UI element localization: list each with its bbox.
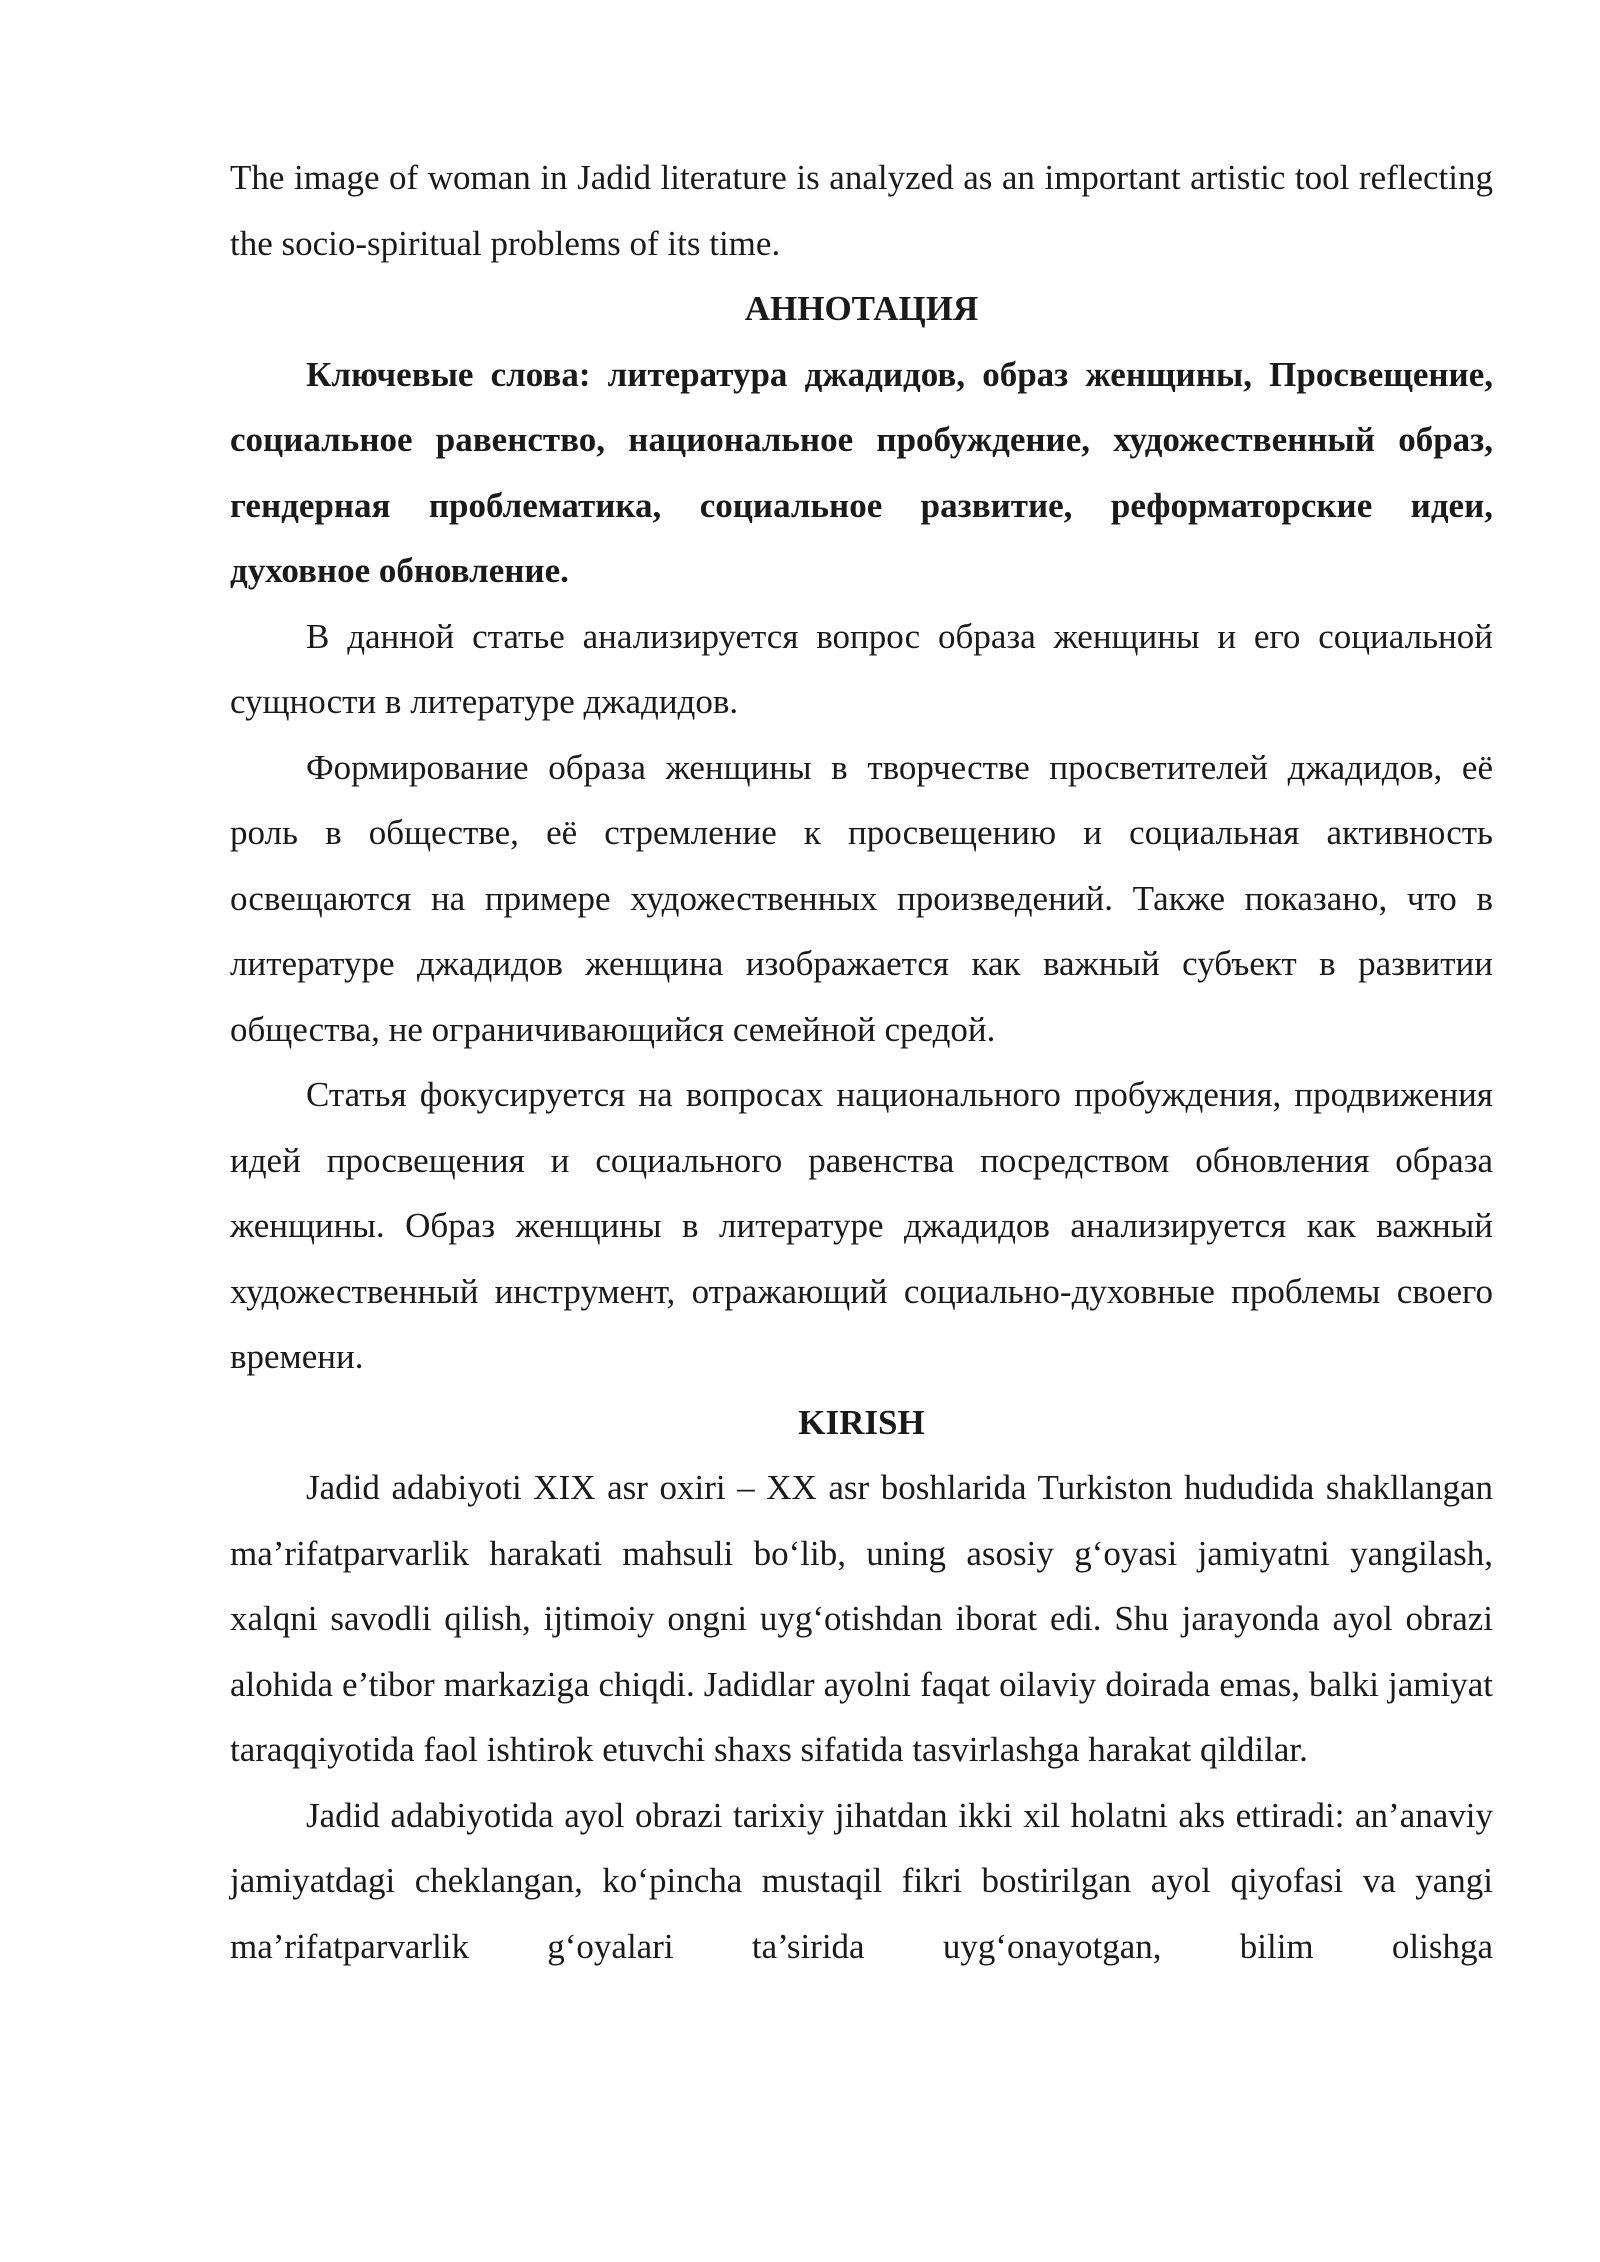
document-page [230, 145, 1493, 1979]
uzbek-paragraph-1: Jadid adabiyoti XIX asr oxiri – XX asr boshlarida Turkiston hududida shakllangan ma’rifatparvarlik harakati mahsuli bo‘lib, uning asosiy g‘oyasi jamiyatni yangilash, xalqni savodli qilish, ijtimoiy ongni uyg‘otishdan iborat edi. Shu jarayonda ayol obrazi alohida e’tibor markaziga chiqdi. Jadidlar ayolni faqat oilaviy doirada emas, balki jamiyat taraqqiyotida faol ishtirok etuvchi shaxs sifatida tasvirlashga harakat qildilar. [230, 1468, 1493, 1769]
keywords-paragraph: Ключевые слова: литература джадидов, образ женщины, Просвещение, социальное равенство, национальное пробуждение, художественный образ, гендерная проблематика, социальное развитие, реформаторские идеи, духовное обновление. [230, 354, 1493, 590]
introduction-heading: KIRISH [798, 1402, 925, 1442]
english-abstract-tail: The image of woman in Jadid literature is analyzed as an important artistic tool reflecting the socio-spiritual problems of its time. [230, 158, 1493, 263]
russian-paragraph-1: В данной статье анализируется вопрос образа женщины и его социальной сущности в литературе джадидов. [230, 616, 1493, 721]
russian-paragraph-3: Статья фокусируется на вопросах национального пробуждения, продвижения идей просвещения и социального равенства посредством обновления образа женщины. Образ женщины в литературе джадидов анализируется как важный художественный инструмент, отражающий социально-духовные проблемы своего времени. [230, 1075, 1493, 1376]
russian-paragraph-2: Формирование образа женщины в творчестве просветителей джадидов, её роль в обществе, её стремление к просвещению и социальная активность освещаются на примере художественных произведений. Также показано, что в литературе джадидов женщина изображается как важный субъект в развитии общества, не ограничивающийся семейной средой. [230, 747, 1493, 1049]
uzbek-paragraph-2: Jadid adabiyotida ayol obrazi tarixiy jihatdan ikki xil holatni aks ettiradi: an’anaviy jamiyatdagi cheklangan, ko‘pincha mustaqil fikri bostirilgan ayol qiyofasi va yangi ma’rifatparvarlik g‘oyalari ta’sirida uyg‘onayotgan, bilim olishga [230, 1795, 1493, 1966]
annotation-heading: АННОТАЦИЯ [744, 289, 979, 328]
